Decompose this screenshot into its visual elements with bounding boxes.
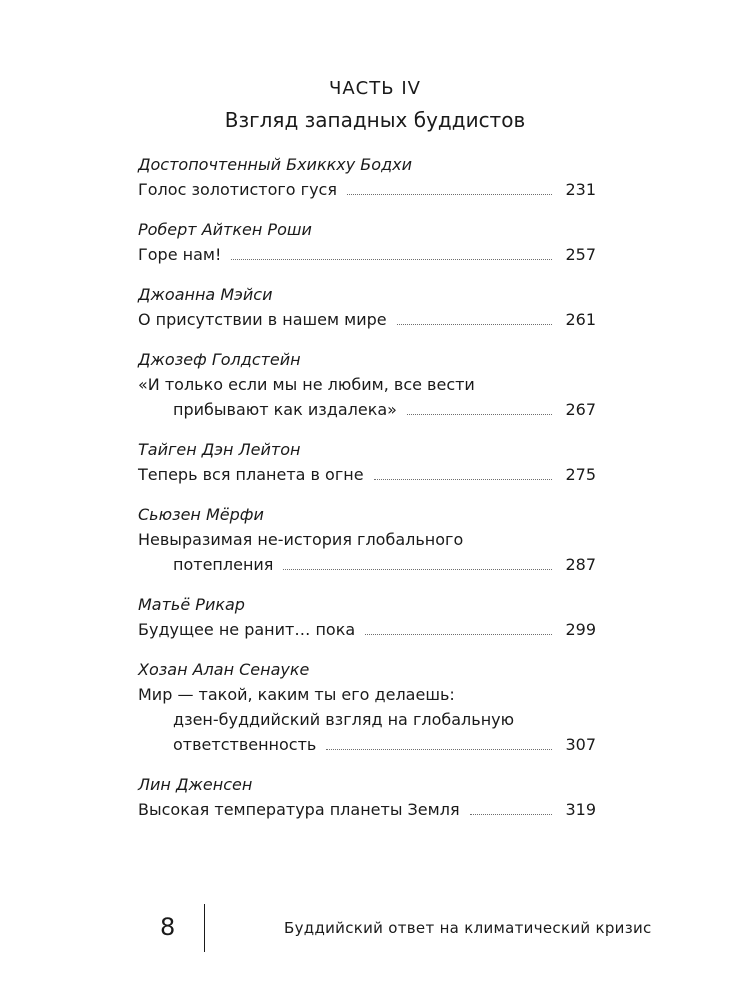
footer-divider [204, 904, 205, 952]
toc-title-row [138, 797, 596, 822]
toc-author: Джоанна Мэйси [138, 285, 273, 304]
dot-leader [374, 462, 552, 480]
toc-title-row [138, 732, 596, 757]
toc-title: О присутствии в нашем мире [138, 310, 387, 329]
dot-leader [231, 242, 552, 260]
toc-author: Матьё Рикар [138, 595, 245, 614]
toc-title-row [138, 242, 596, 267]
footer-page-number: 8 [160, 913, 176, 941]
toc-title: потепления [173, 555, 274, 574]
table-of-contents [138, 152, 596, 837]
toc-page-number: 299 [565, 620, 596, 639]
toc-title: прибывают как издалека» [173, 400, 397, 419]
dot-leader [470, 797, 552, 815]
toc-title: Будущее не ранит… пока [138, 620, 356, 639]
toc-entry [138, 282, 596, 332]
toc-author: Тайген Дэн Лейтон [138, 440, 301, 459]
toc-page-number: 319 [565, 800, 596, 819]
toc-entry [138, 152, 596, 202]
dot-leader [326, 732, 552, 750]
toc-entry [138, 502, 596, 577]
toc-title-row [138, 397, 596, 422]
footer-book-title: Буддийский ответ на климатический кризис [284, 919, 652, 937]
toc-entry [138, 592, 596, 642]
part-title: Взгляд западных буддистов [224, 108, 526, 132]
toc-author: Хозан Алан Сенауке [138, 660, 310, 679]
toc-page-number: 307 [565, 735, 596, 754]
toc-page-number: 257 [565, 245, 596, 264]
part-label: ЧАСТЬ IV [329, 78, 421, 99]
toc-entry [138, 217, 596, 267]
toc-author: Достопочтенный Бхиккху Бодхи [138, 155, 412, 174]
toc-title-row [138, 307, 596, 332]
toc-page-number: 261 [565, 310, 596, 329]
toc-title-line: Невыразимая не-история глобального [138, 530, 464, 549]
dot-leader [397, 307, 552, 325]
toc-title-line: дзен-буддийский взгляд на глобальную [173, 710, 515, 729]
toc-title-row [138, 177, 596, 202]
toc-title: Высокая температура планеты Земля [138, 800, 460, 819]
toc-entry [138, 657, 596, 757]
toc-title: Теперь вся планета в огне [138, 465, 364, 484]
toc-author: Джозеф Голдстейн [138, 350, 301, 369]
toc-title-line: Мир — такой, каким ты его делаешь: [138, 685, 455, 704]
toc-author: Сьюзен Мёрфи [138, 505, 264, 524]
toc-entry [138, 437, 596, 487]
toc-title-row [138, 462, 596, 487]
toc-page-number: 267 [565, 400, 596, 419]
toc-entry [138, 347, 596, 422]
dot-leader [347, 177, 552, 195]
toc-title-row [138, 552, 596, 577]
toc-title: ответственность [173, 735, 317, 754]
toc-page-number: 275 [565, 465, 596, 484]
toc-author: Роберт Айткен Роши [138, 220, 312, 239]
dot-leader [365, 617, 552, 635]
toc-page-number: 287 [565, 555, 596, 574]
toc-author: Лин Дженсен [138, 775, 253, 794]
toc-title: Голос золотистого гуся [138, 180, 337, 199]
toc-title-row [138, 617, 596, 642]
dot-leader [283, 552, 552, 570]
toc-title-line: «И только если мы не любим, все вести [138, 375, 475, 394]
toc-title: Горе нам! [138, 245, 222, 264]
toc-page-number: 231 [565, 180, 596, 199]
dot-leader [407, 397, 552, 415]
toc-entry [138, 772, 596, 822]
